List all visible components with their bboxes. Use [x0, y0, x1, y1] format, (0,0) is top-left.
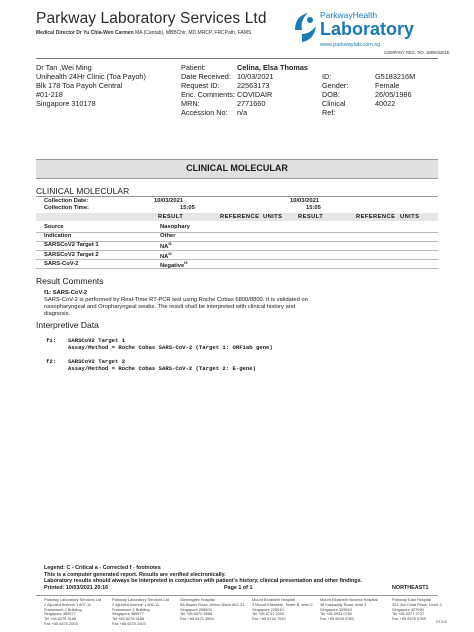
- footer-address-block: [252, 598, 313, 622]
- report-banner: [36, 159, 438, 179]
- parkway-logo-icon: [292, 10, 318, 44]
- company-reg: COMPANY REG. NO. 199503281E: [384, 50, 450, 55]
- col-reference-2: REFERENCE: [356, 214, 396, 220]
- date-received-label: Date Received:: [181, 72, 231, 81]
- address-line: Parkway East Hospital: [392, 597, 431, 602]
- address-line: Singapore 389977: [44, 611, 76, 617]
- logo-laboratory: Laboratory: [320, 19, 415, 39]
- doctor-address-1: Blk 178 Toa Payoh Central: [36, 81, 123, 90]
- gender: Female: [375, 81, 400, 90]
- interp-f1-tag: f1:: [46, 337, 57, 344]
- mrn-label: MRN:: [181, 99, 200, 108]
- footnote-marker: f3: [184, 260, 188, 265]
- address-line: Singapore 228510: [252, 606, 284, 612]
- address-line: Singapore 329563: [320, 606, 352, 612]
- enc-comments: COVIDAIR: [237, 90, 273, 99]
- comment-footnote: f1: SARS-CoV-2: [44, 290, 88, 296]
- medical-director: Medical Director Dr Yu Chia-Wen Carmen MA (Cantab), MBBChir, MD MRCP, FRCPath, FAMS: [36, 30, 252, 36]
- interp-f2-title: SARSCoV2 Target 2: [68, 358, 126, 365]
- row-value: Nasophary: [160, 224, 190, 230]
- address-line: Fax +65 6471 3594: [180, 616, 214, 622]
- doctor-name: Dr Tan ,Wei Ming: [36, 63, 92, 72]
- comment-line-3: diagnosis.: [44, 311, 71, 317]
- address-line: Fax +65 6370 2003: [44, 620, 78, 626]
- request-id: 22563173: [237, 81, 270, 90]
- footer-address-block: [392, 598, 442, 622]
- row-value: $NA^{f2}$: [160, 251, 172, 260]
- address-line: Parkway Laboratory Services Ltd: [112, 597, 170, 602]
- interp-f2-tag: f2:: [46, 358, 57, 365]
- collection-date-2: 10/03/2021: [290, 198, 320, 204]
- clinical-label: Clinical: [322, 99, 346, 108]
- printed-date: Printed: 10/03/2021 20:16: [44, 584, 109, 591]
- patient-name: Celina, Elsa Thomas: [237, 63, 308, 72]
- doctor-address-2: #01-218: [36, 90, 63, 99]
- address-line: Framework 2 Building: [112, 606, 150, 612]
- section-divider: [36, 196, 438, 197]
- address-line: Mount Elizabeth Novena Hospital: [320, 597, 378, 602]
- logo-url[interactable]: www.parkwaylab.com.sg: [320, 42, 381, 48]
- row-label: Source: [44, 224, 64, 230]
- collection-time-2: 15:05: [306, 205, 321, 211]
- address-line: Tel +65 6731 2200: [252, 611, 285, 617]
- location-code: NORTHEAST1: [392, 584, 429, 591]
- comment-line-1: SARS-CoV-2 is performed by Real-Time RT-PCR test using Roche Cobas 6800/8800. It is validated on: [44, 297, 308, 303]
- ref-label: Ref:: [322, 108, 336, 117]
- collection-date-1: 10/03/2021: [154, 198, 184, 204]
- dob: 26/05/1986: [375, 90, 412, 99]
- gender-label: Gender:: [322, 81, 349, 90]
- row-value: Other: [160, 233, 176, 240]
- row-label: Indication: [44, 233, 72, 240]
- address-line: Fax +65 6370 2003: [112, 620, 146, 626]
- request-id-label: Request ID:: [181, 81, 220, 90]
- row-label: SARSCoV2 Target 2: [44, 251, 99, 258]
- patient-label: Patient:: [181, 63, 206, 72]
- column-header: [36, 213, 438, 221]
- accession-no: n/a: [237, 108, 248, 117]
- address-line: 321 Joo Chiat Place, Level 3: [392, 601, 442, 607]
- footer-address-block: [320, 598, 378, 622]
- collection-time-label: Collection Time:: [44, 205, 89, 211]
- doctor-address-3: Singapore 310178: [36, 99, 96, 108]
- clinical-ref: 40022: [375, 99, 396, 108]
- col-result: RESULT: [158, 214, 184, 220]
- address-line: Mount Elizabeth Hospital: [252, 597, 296, 602]
- address-line: Tel +65 6377 3737: [392, 611, 425, 617]
- row-label: SARS-CoV-2: [44, 260, 79, 267]
- row-value: $NA^{f1}$: [160, 242, 172, 251]
- address-line: Framework 2 Building: [44, 606, 82, 612]
- patient-id: G5183216M: [375, 72, 416, 81]
- comment-line-2: nasopharyngeal and Oropharyngeal swabs. The result shall be interpreted with clinical history and: [44, 304, 296, 310]
- address-line: Singapore 389977: [112, 611, 144, 617]
- row-label: SARSCoV2 Target 1: [44, 242, 99, 249]
- address-line: Gleneagles Hospital: [180, 597, 215, 602]
- address-line: 38 Irrawaddy Road, level 3: [320, 601, 367, 607]
- page-number: Page 1 of 1: [224, 584, 253, 591]
- interpretation-note: Laboratory results should always be interpreted in conjuction with patient's history, clinical presentation and other findings.: [44, 578, 363, 584]
- address-line: Tel +65 6933 0780: [320, 611, 353, 617]
- interpretive-title: Interpretive Data: [36, 320, 99, 330]
- address-line: 3 Mount Elizabeth, Tower B, level 2: [252, 601, 313, 607]
- section-title: CLINICAL MOLECULAR: [36, 186, 130, 196]
- footer-divider: [36, 595, 438, 596]
- footnote-marker: f2: [168, 251, 172, 256]
- address-line: Tel +65 6470 5688: [180, 611, 213, 617]
- accession-label: Accession No:: [181, 108, 228, 117]
- col-reference: REFERENCE: [220, 214, 260, 220]
- computer-generated-note: This is a computer generated report. Results are verified electronically.: [44, 571, 226, 578]
- footer-address-block: [180, 598, 245, 622]
- row-divider: [36, 259, 438, 260]
- address-line: Singapore 427990: [392, 606, 424, 612]
- footer-address-block: [112, 598, 169, 627]
- address-line: Fax +65 6933 0785: [320, 616, 354, 622]
- footer-address-block: [44, 598, 101, 627]
- col-units-2: UNITS: [400, 214, 420, 220]
- address-line: 2 Aljunied Avenue 1 #06-11,: [112, 601, 161, 607]
- address-line: 2 Aljunied Avenue 1 #07-11: [44, 601, 92, 607]
- row-divider: [36, 268, 438, 269]
- collection-date-label: Collection Date:: [44, 198, 89, 204]
- legend: Legend: C - Critical a - Corrected f - footnotes: [44, 565, 161, 571]
- mrn: 2771660: [237, 99, 266, 108]
- address-line: Tel +65 6278 9188: [44, 616, 77, 622]
- address-line: Fax +65 6376 5788: [392, 616, 426, 622]
- document-code: DT/1/0: [436, 620, 447, 624]
- collection-time-1: 15:05: [180, 205, 195, 211]
- lab-name: Parkway Laboratory Services Ltd: [36, 10, 267, 27]
- row-divider: [36, 232, 438, 233]
- result-comments-title: Result Comments: [36, 276, 104, 286]
- enc-comments-label: Enc. Comments:: [181, 90, 235, 99]
- address-line: 6A Napier Road, Annex Block #02-31,: [180, 601, 246, 607]
- doctor-clinic: Unihealth 24Hr Clinic (Toa Payoh): [36, 72, 146, 81]
- dob-label: DOB:: [322, 90, 340, 99]
- id-label: ID:: [322, 72, 332, 81]
- address-line: Tel +65 6278 9188: [112, 616, 145, 622]
- logo-brand: ParkwayHealth: [320, 10, 378, 20]
- interp-f1-title: SARSCoV2 Target 1: [68, 337, 126, 344]
- col-units: UNITS: [263, 214, 283, 220]
- interp-f2-method: Assay/Method = Roche Cobas SARS-CoV-2 (Target 2: E-gene): [68, 365, 256, 372]
- address-line: Parkway Laboratory Services Ltd: [44, 597, 102, 602]
- col-result-2: RESULT: [298, 214, 324, 220]
- header-divider: [36, 58, 438, 59]
- banner-title: CLINICAL MOLECULAR: [186, 163, 288, 173]
- interp-f1-method: Assay/Method = Roche Cobas SARS-CoV-2 (Target 1: ORF1ab gene): [68, 344, 273, 351]
- row-value: Negative$^{f3}$: [160, 260, 188, 269]
- address-line: Singapore 258500: [180, 606, 212, 612]
- address-line: Fax +65 6734 7049: [252, 616, 286, 622]
- date-received: 10/03/2021: [237, 72, 274, 81]
- footnote-marker: f1: [168, 242, 172, 247]
